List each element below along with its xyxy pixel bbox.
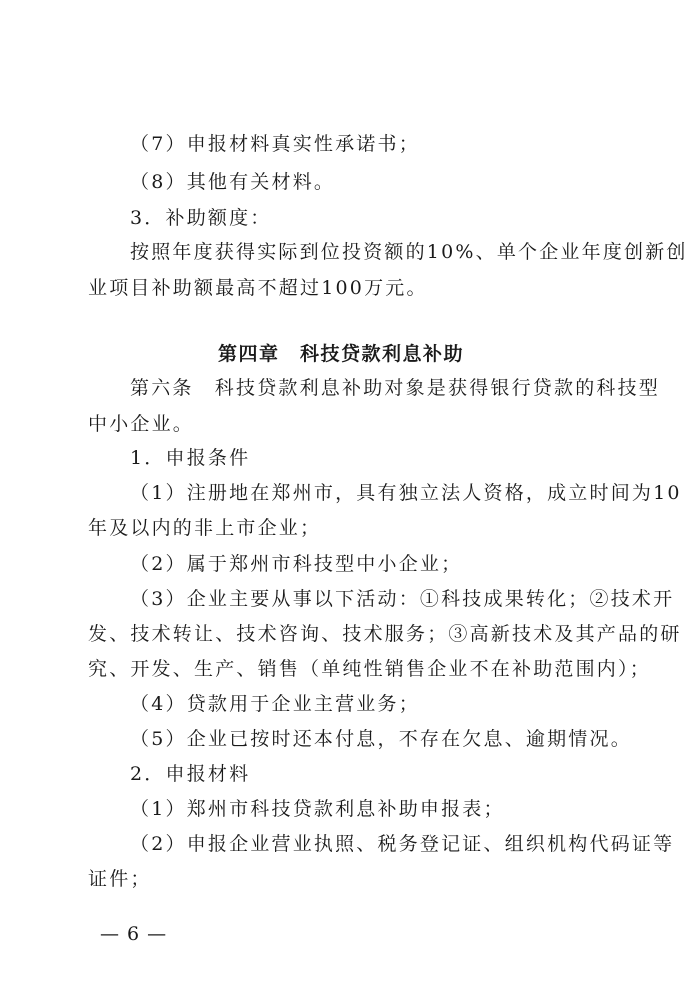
condition-3-line-3: 究、开发、生产、销售（单纯性销售企业不在补助范围内）； — [88, 658, 651, 680]
material-2-line-1: （2）申报企业营业执照、税务登记证、组织机构代码证等 — [130, 833, 675, 855]
chapter-four-title: 第四章 科技贷款利息补助 — [218, 343, 465, 365]
application-conditions-heading: 1．申报条件 — [130, 447, 251, 469]
article-six-line-1: 第六条 科技贷款利息补助对象是获得银行贷款的科技型 — [130, 377, 661, 399]
material-2-line-2: 证件； — [88, 868, 152, 890]
application-materials-heading: 2．申报材料 — [130, 763, 251, 785]
condition-5: （5）企业已按时还本付息，不存在欠息、逾期情况。 — [130, 728, 632, 750]
subsidy-amount-heading: 3．补助额度： — [130, 207, 272, 229]
condition-1-line-1: （1）注册地在郑州市，具有独立法人资格，成立时间为10 — [130, 482, 682, 504]
condition-4: （4）贷款用于企业主营业务； — [130, 693, 420, 715]
item-8-other-materials: （8）其他有关材料。 — [130, 171, 336, 193]
material-1: （1）郑州市科技贷款利息补助申报表； — [130, 798, 505, 820]
item-7-commitment: （7）申报材料真实性承诺书； — [130, 133, 420, 155]
condition-3-line-2: 发、技术转让、技术咨询、技术服务；③高新技术及其产品的研 — [88, 623, 682, 645]
article-six-line-2: 中小企业。 — [88, 413, 195, 435]
subsidy-amount-text-line-2: 业项目补助额最高不超过100万元。 — [88, 277, 428, 299]
condition-1-line-2: 年及以内的非上市企业； — [88, 517, 322, 539]
page-number: — 6 — — [100, 923, 168, 945]
condition-2: （2）属于郑州市科技型中小企业； — [130, 553, 463, 575]
subsidy-amount-text-line-1: 按照年度获得实际到位投资额的10%、单个企业年度创新创 — [130, 241, 688, 263]
condition-3-line-1: （3）企业主要从事以下活动：①科技成果转化；②技术开 — [130, 588, 675, 610]
